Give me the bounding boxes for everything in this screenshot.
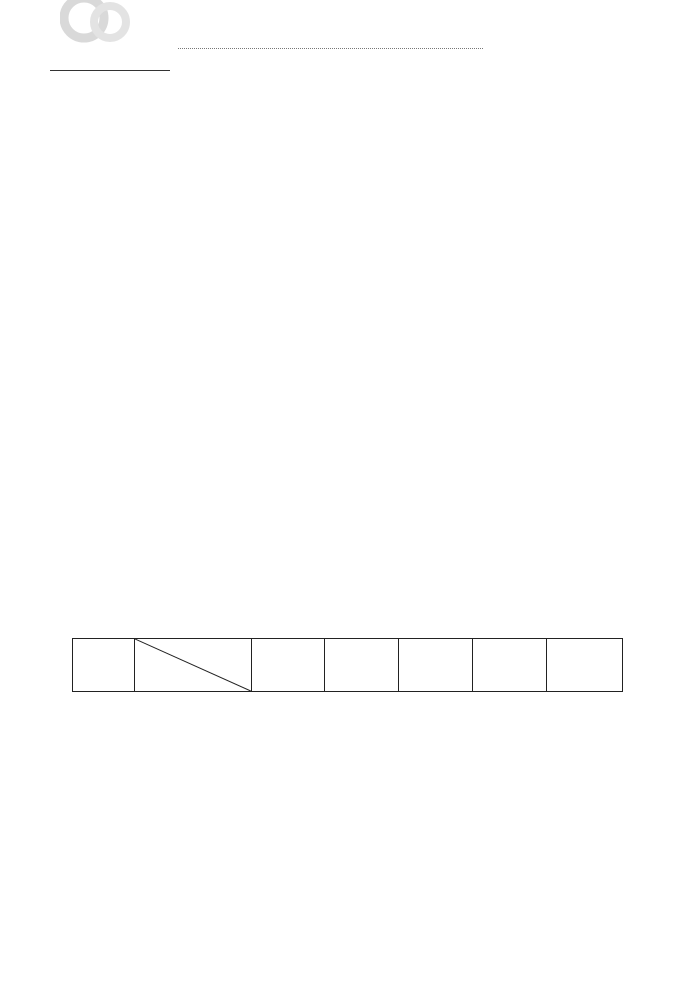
requirements-heading	[86, 850, 646, 876]
level-header	[251, 639, 325, 692]
level-header	[473, 639, 547, 692]
header-rule	[50, 70, 170, 71]
requirements	[86, 850, 646, 928]
level-header	[399, 639, 473, 692]
level-header	[325, 639, 399, 692]
specification-table	[72, 638, 623, 692]
col-header-number	[73, 639, 135, 692]
requirements-subheading	[86, 876, 646, 902]
table-header-row	[73, 639, 623, 692]
header-dotted-rule	[178, 48, 483, 49]
requirements-item	[86, 902, 646, 928]
col-header-diagonal	[134, 639, 251, 692]
diagonal-line	[135, 639, 251, 691]
header-logo-rings	[60, 0, 134, 56]
level-header	[547, 639, 623, 692]
